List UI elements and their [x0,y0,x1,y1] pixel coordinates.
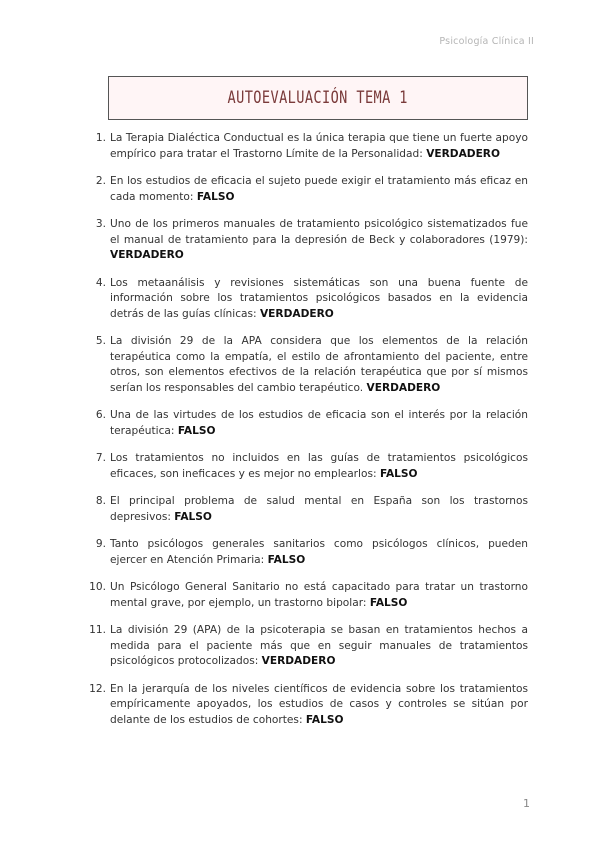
question-text: Los metaanálisis y revisiones sistemáticas son una buena fuente de información sobre los tratamientos psicológicos basados en la evidencia detrás de las guías clínicas: [110,276,528,320]
question-answer: FALSO [267,553,306,566]
question-item [90,408,528,439]
question-item [90,451,528,482]
question-text: El principal problema de salud mental en España son los trastornos depresivos: [110,495,528,523]
question-list [90,131,528,740]
question-text: Un Psicólogo General Sanitario no está capacitado para tratar un trastorno mental grave, por ejemplo, un trastorno bipolar: [110,581,528,609]
question-number: 6. [95,409,106,421]
page-title: AUTOEVALUACIÓN TEMA 1 [227,88,409,108]
question-answer: FALSO [305,713,344,726]
question-answer: VERDADERO [261,655,336,667]
question-answer: VERDADERO [110,249,184,261]
question-number: 5. [95,335,106,347]
question-item [90,276,528,323]
question-item [90,334,528,396]
question-number: 2. [95,175,106,187]
question-number: 8. [95,495,106,507]
question-text: Los tratamientos no incluidos en las guías de tratamientos psicológicos eficaces, son ineficaces y es mejor no emplearlos: [110,452,528,480]
question-item [90,537,528,568]
question-item [90,623,528,670]
question-item [90,131,528,162]
question-item [90,580,528,611]
question-item [90,682,528,729]
question-text: En los estudios de eficacia el sujeto puede exigir el tratamiento más eficaz en cada momento: [110,175,528,203]
question-number: 9. [95,538,106,550]
question-item [90,494,528,525]
question-number: 7. [95,452,106,464]
page-number: 1 [523,797,530,810]
question-answer: VERDADERO [366,381,441,394]
question-number: 11. [89,624,106,636]
question-text: Tanto psicólogos generales sanitarios como psicólogos clínicos, pueden ejercer en Atención Primaria: [110,538,528,566]
question-answer: VERDADERO [259,307,334,320]
question-number: 12. [89,682,106,695]
question-text: La división 29 de la APA considera que los elementos de la relación terapéutica como la empatía, el estilo de afrontamiento del paciente, entre otros, son elementos efectivos de la relación terapéutica que por sí mismos serían los responsables del cambio terapéutico. [110,335,528,394]
question-answer: FALSO [379,467,418,480]
question-answer: VERDADERO [426,147,500,160]
question-text: La Terapia Dialéctica Conductual es la única terapia que tiene un fuerte apoyo empírico para tratar el Trastorno Límite de la Personalidad: [110,132,528,160]
question-number: 4. [95,276,106,289]
question-item [90,217,528,264]
question-number: 3. [95,218,106,230]
question-number: 10. [89,581,106,593]
question-text: La división 29 (APA) de la psicoterapia se basan en tratamientos hechos a medida para el paciente más que en seguir manuales de tratamientos psicológicos protocolizados: [110,624,528,667]
question-answer: FALSO [369,596,408,609]
course-header: Psicología Clínica II [439,36,534,47]
question-item [90,174,528,205]
title-box [108,76,528,120]
question-text: En la jerarquía de los niveles científicos de evidencia sobre los tratamientos empíricamente apoyados, los estudios de casos y controles se sitúan por delante de los estudios de cohortes: [110,682,528,726]
question-number: 1. [95,132,106,144]
question-text: Uno de los primeros manuales de tratamiento psicológico sistematizados fue el manual de tratamiento para la depresión de Beck y colaboradores (1979): [110,218,528,246]
question-answer: FALSO [177,424,216,437]
question-text: Una de las virtudes de los estudios de eficacia son el interés por la relación terapéutica: [110,409,528,437]
question-answer: FALSO [196,190,235,203]
question-answer: FALSO [174,510,212,523]
